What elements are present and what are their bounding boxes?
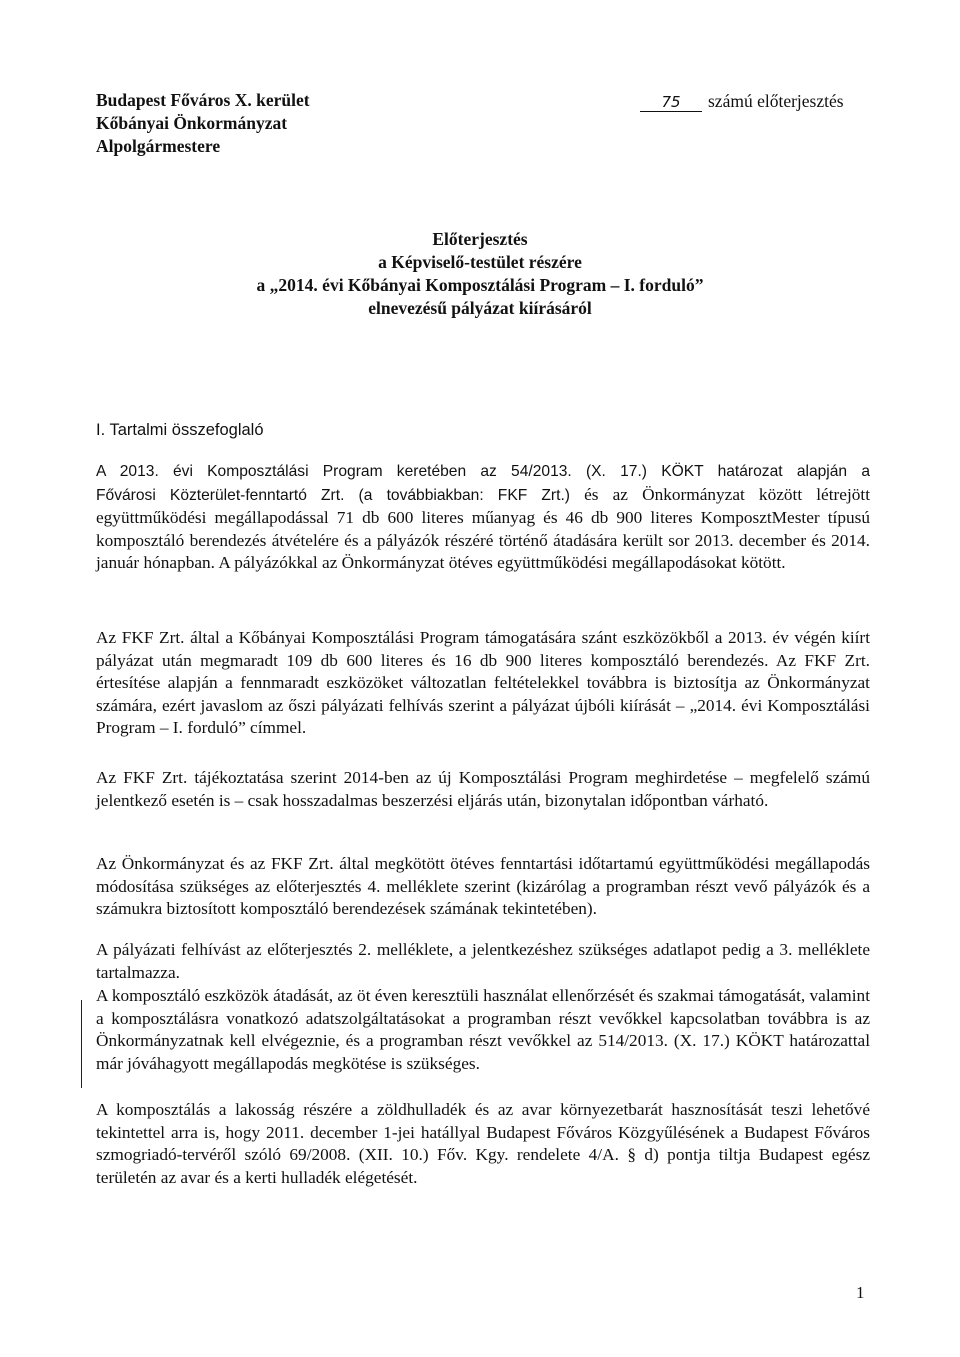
page-number: 1	[856, 1283, 865, 1302]
title-line-4: elnevezésű pályázat kiírásáról	[368, 298, 592, 318]
section-heading: I. Tartalmi összefoglaló	[96, 421, 264, 439]
paragraph-1	[96, 461, 870, 575]
title-line-1: Előterjesztés	[432, 229, 528, 249]
paragraph-6: A komposztáló eszközök átadását, az öt éven keresztüli használat ellenőrzését és szakmai támogatását, valamint a komposztálásra vonatkozó adatszolgáltatásokat a programban részt vevőkkel kapcsolatban továbbra is az Önkormányzatnak kell elvégeznie, és a programban részt vevőkkel az 514/2013. (X. 17.) KÖKT határozattal már jóváhagyott megállapodás megkötése is szükséges.	[96, 986, 870, 1073]
issuer-block	[96, 89, 310, 158]
title-line-3: a „2014. évi Kőbányai Komposztálási Program – I. forduló”	[256, 275, 704, 295]
issuer-line-3: Alpolgármestere	[96, 136, 221, 156]
issuer-line-2: Kőbányai Önkormányzat	[96, 113, 288, 133]
paragraph-7: A komposztálás a lakosság részére a zöldhulladék és az avar környezetbarát hasznosítását teszi lehetővé tekintettel arra is, hogy 2011. december 1-jei hatállyal Budapest Főváros Közgyűlésének a Budapest Főváros szmogriadó-tervéről szóló 69/2008. (XII. 10.) Főv. Kgy. rendelete 4/A. § d) pontja tiltja Budapest egész területén az avar és a kerti hulladék elégetését.	[96, 1100, 870, 1187]
proposal-number-label: számú előterjesztés	[708, 91, 844, 111]
paragraph-4: Az Önkormányzat és az FKF Zrt. által megkötött ötéves fenntartási időtartamú együttműködési megállapodás módosítása szükséges az előterjesztés 4. melléklete szerint (kizárólag a programban részt vevő pályázók és a számukra biztosított komposztáló berendezések számának tekintetében).	[96, 854, 870, 919]
paragraph-1-line-1: A 2013. évi Komposztálási Program keretében az 54/2013. (X. 17.) KÖKT határozat alapján a	[96, 463, 870, 480]
paragraph-5: A pályázati felhívást az előterjesztés 2. melléklete, a jelentkezéshez szükséges adatlapot pedig a 3. melléklete tartalmazza.	[96, 940, 870, 982]
proposal-number-handwritten: 75	[640, 93, 702, 112]
paragraph-1-line-2: Fővárosi Közterület-fenntartó Zrt. (a továbbiakban: FKF Zrt.)	[96, 486, 570, 504]
issuer-line-1: Budapest Főváros X. kerület	[96, 90, 310, 110]
margin-change-bar	[81, 1000, 82, 1088]
paragraph-1-rest: és az Önkormányzat között létrejött együttműködési megállapodással 71 db 600 literes műanyag és 46 db 900 literes KomposztMester típusú komposztáló berendezés átvételére és a pályázók részéré történő átadására került sor 2013. december és 2014. január hónapban. A pályázókkal az Önkormányzat ötéves együttműködési megállapodásokat kötött.	[96, 484, 870, 573]
paragraph-2: Az FKF Zrt. által a Kőbányai Komposztálási Program támogatására szánt eszközökből a 2013. év végén kiírt pályázat után megmaradt 109 db 600 literes és 16 db 900 literes komposztáló berendezés. Az FKF Zrt. értesítése alapján a fennmaradt eszközöket változatlan feltételekkel továbbra is biztosítja az Önkormányzat számára, ezért javaslom az őszi pályázati felhívás szerint a pályázat újbóli kiírását – „2014. évi Komposztálási Program – I. forduló” címmel.	[96, 628, 870, 738]
proposal-number-line	[640, 91, 844, 112]
document-title	[160, 228, 800, 320]
title-line-2: a Képviselő-testület részére	[378, 252, 582, 272]
paragraph-3: Az FKF Zrt. tájékoztatása szerint 2014-ben az új Komposztálási Program meghirdetése – megfelelő számú jelentkező esetén is – csak hosszadalmas beszerzési eljárás után, bizonytalan időpontban várható.	[96, 768, 870, 810]
